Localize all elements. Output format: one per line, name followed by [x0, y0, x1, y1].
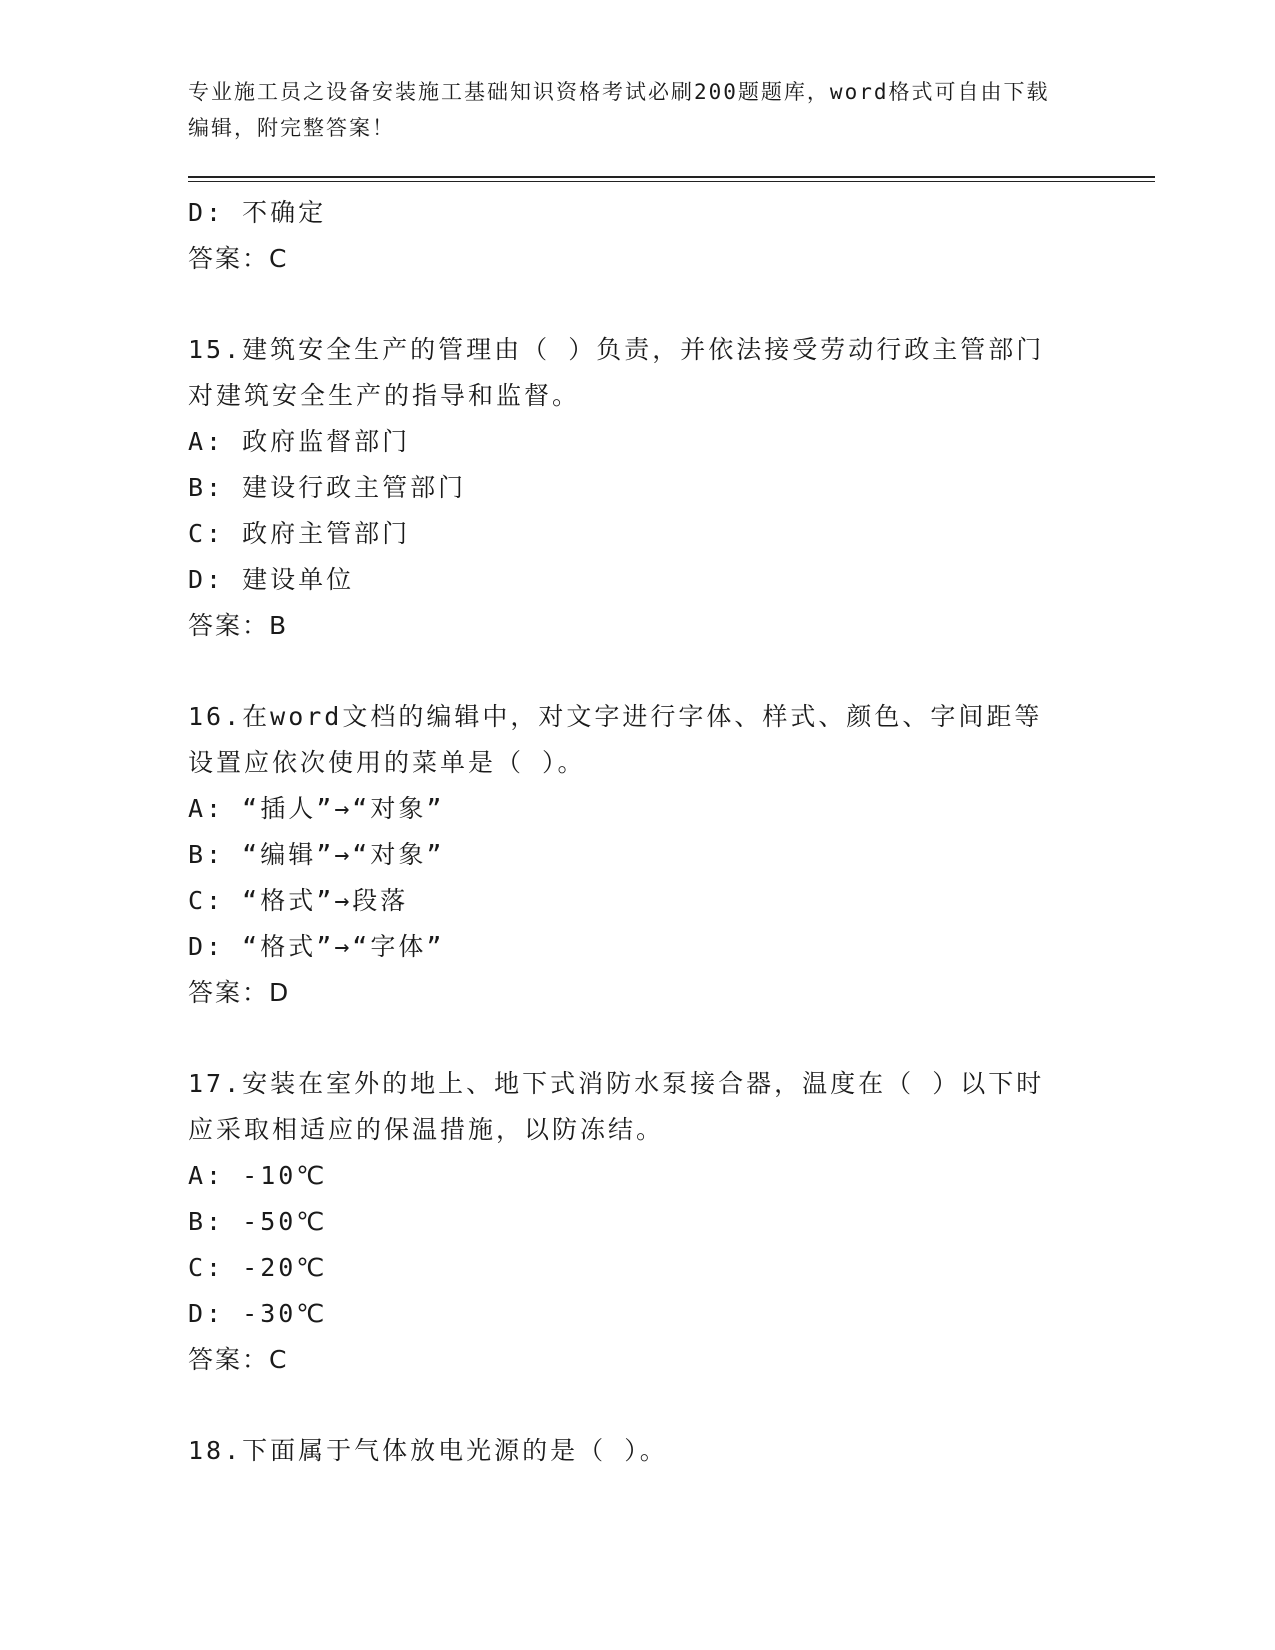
option-c: C: “格式”→段落	[188, 886, 409, 915]
answer-line: 答案：B	[188, 611, 289, 640]
option-a: A: -10℃	[188, 1161, 328, 1190]
question-text: 18.下面属于气体放电光源的是（ ）。	[188, 1436, 668, 1465]
option-b: B: -50℃	[188, 1207, 328, 1236]
option-a: A: “插人”→“对象”	[188, 794, 445, 823]
option-d: D: 不确定	[188, 198, 327, 227]
header-rule-thick	[188, 176, 1155, 178]
question-content	[188, 190, 1068, 1474]
question-text: 15.建筑安全生产的管理由（ ）负责，并依法接受劳动行政主管部门对建筑安全生产的指导和监督。	[188, 335, 1045, 410]
option-a: A: 政府监督部门	[188, 427, 411, 456]
option-d: D: -30℃	[188, 1299, 328, 1328]
answer-line: 答案：D	[188, 978, 291, 1007]
option-d: D: 建设单位	[188, 565, 355, 594]
option-b: B: 建设行政主管部门	[188, 473, 467, 502]
page-header: 专业施工员之设备安装施工基础知识资格考试必刷200题题库，word格式可自由下载编辑，附完整答案！	[188, 80, 1050, 140]
header-rule-thin	[188, 181, 1155, 182]
option-c: C: -20℃	[188, 1253, 328, 1282]
answer-line: 答案：C	[188, 244, 289, 273]
option-c: C: 政府主管部门	[188, 519, 411, 548]
question-text: 17.安装在室外的地上、地下式消防水泵接合器，温度在（ ）以下时应采取相适应的保温措施，以防冻结。	[188, 1069, 1045, 1144]
question-18	[188, 1428, 1068, 1474]
question-16	[188, 694, 1068, 1016]
question-15	[188, 327, 1068, 649]
question-17	[188, 1061, 1068, 1383]
answer-line: 答案：C	[188, 1345, 289, 1374]
option-b: B: “编辑”→“对象”	[188, 840, 445, 869]
question-text: 16.在word文档的编辑中，对文字进行字体、样式、颜色、字间距等设置应依次使用的菜单是（ ）。	[188, 702, 1043, 777]
option-d: D: “格式”→“字体”	[188, 932, 445, 961]
